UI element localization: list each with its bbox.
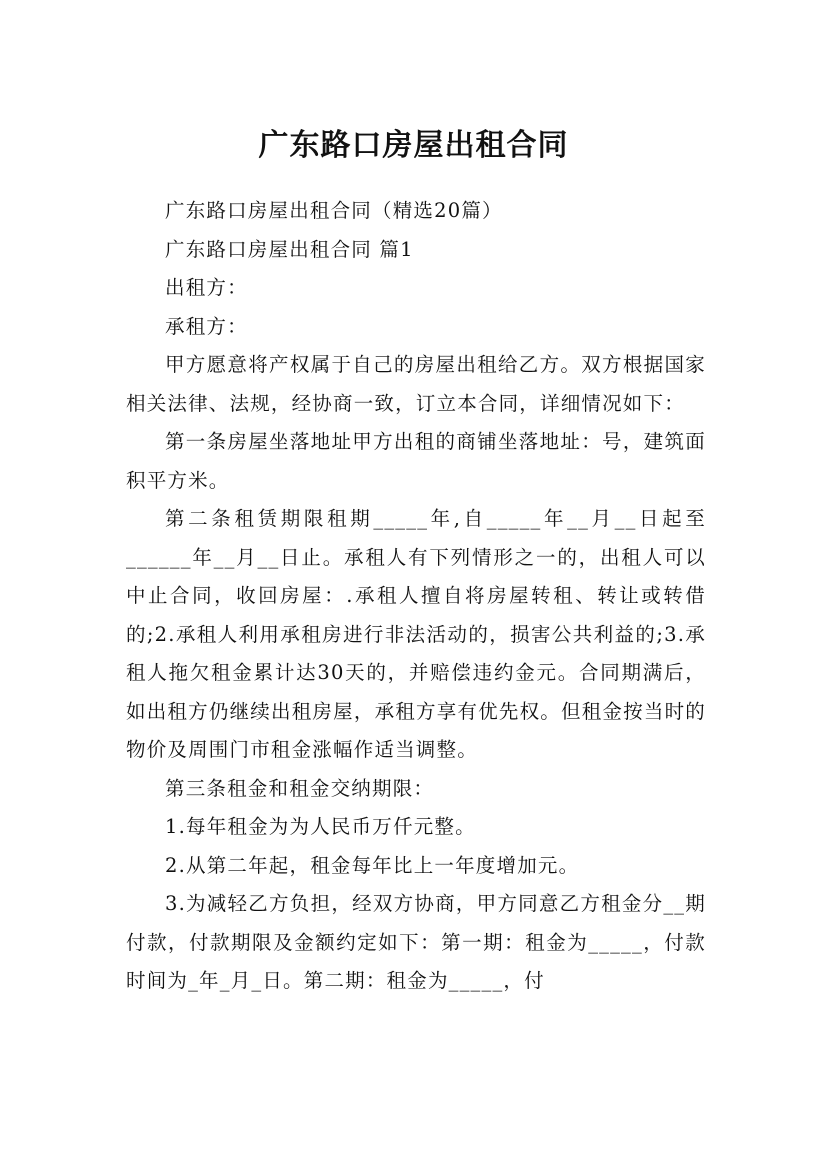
article-2-paragraph: 第二条租赁期限租期_____年,自_____年__月__日起至______年__月__日止。承租人有下列情形之一的，出租人可以中止合同，收回房屋：.承租人擅自将房屋转租、转让或转借的;2.承租人利用承租房进行非法活动的，损害公共利益的;3.承租人拖欠租金累计达30天的，并赔偿违约金元。合同期满后，如出租方仍继续出租房屋，承租方享有优先权。但租金按当时的物价及周围门市租金涨幅作适当调整。 [126, 507, 706, 761]
article-3-heading: 第三条租金和租金交纳期限： [165, 776, 435, 800]
document-body [126, 192, 706, 1001]
subtitle-paragraph: 广东路口房屋出租合同（精选20篇） [165, 199, 503, 222]
document-title: 广东路口房屋出租合同 [258, 128, 569, 164]
article-3-item-3: 3.为减轻乙方负担，经双方协商，甲方同意乙方租金分__期付款，付款期限及金额约定如下：第一期：租金为_____，付款时间为_年_月_日。第二期：租金为_____，付 [126, 892, 706, 992]
article-1-paragraph: 第一条房屋坐落地址甲方出租的商铺坐落地址：号，建筑面积平方米。 [126, 430, 706, 492]
lessor-line: 出租方： [165, 276, 248, 299]
section-heading: 广东路口房屋出租合同 篇1 [165, 237, 414, 261]
article-3-item-2: 2.从第二年起，租金每年比上一年度增加元。 [165, 853, 580, 877]
article-3-item-1: 1.每年租金为为人民币万仟元整。 [165, 815, 476, 838]
lessee-line: 承租方： [165, 314, 248, 338]
preamble-paragraph: 甲方愿意将产权属于自己的房屋出租给乙方。双方根据国家相关法律、法规，经协商一致，订立本合同，详细情况如下： [126, 353, 706, 415]
